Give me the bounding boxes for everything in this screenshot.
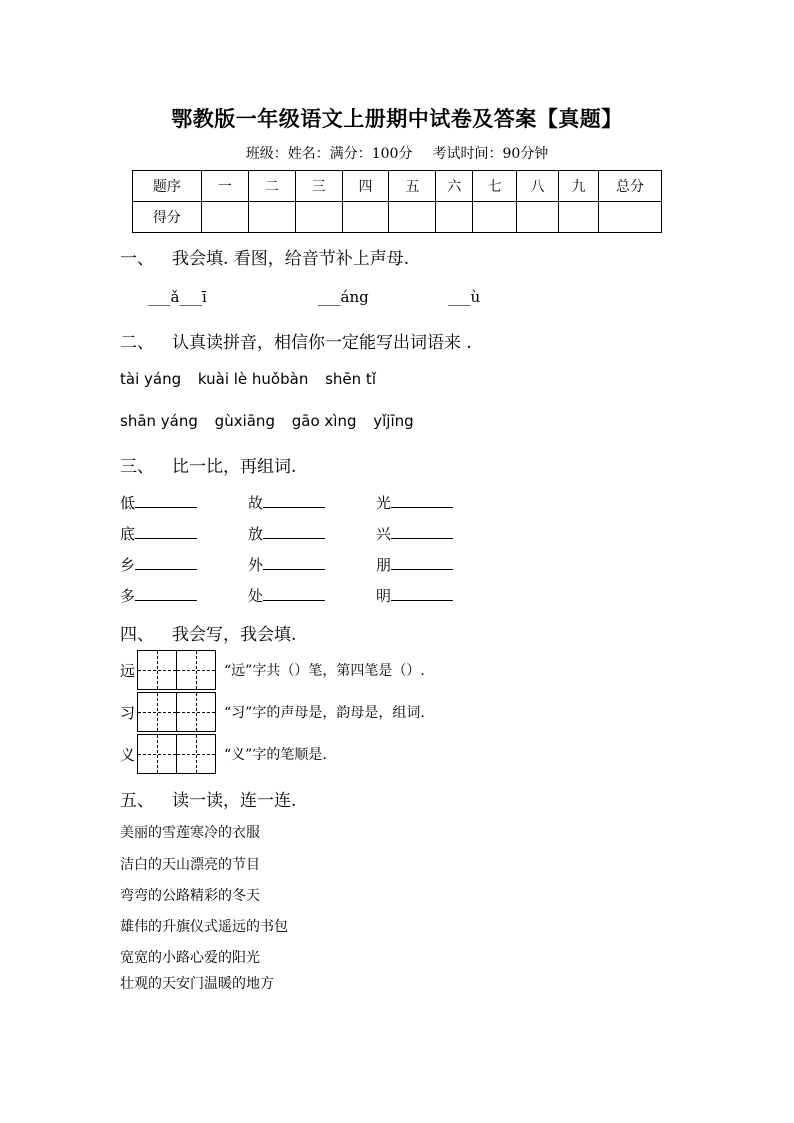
- match-line: 弯弯的公路精彩的冬天: [120, 888, 260, 904]
- answer-blank[interactable]: [391, 522, 453, 539]
- writing-row: [120, 692, 425, 732]
- score-header-cell: 六: [436, 171, 473, 202]
- pinyin-word: gāo xìng: [291, 412, 357, 430]
- section-title: 读一读，连一连.: [172, 791, 297, 811]
- score-value-row: [133, 202, 662, 233]
- section-5-heading: [120, 786, 296, 811]
- compare-character: 低: [120, 494, 136, 512]
- pinyin-line-2: [120, 412, 414, 430]
- subtitle: [0, 143, 794, 163]
- word-item: [120, 491, 197, 513]
- score-cell[interactable]: [342, 202, 389, 233]
- section-number: 二、: [120, 333, 154, 353]
- compare-character: 故: [248, 494, 264, 512]
- section-title: 比一比，再组词.: [172, 457, 297, 477]
- section-title: 我会写，我会填.: [172, 625, 297, 645]
- answer-blank[interactable]: [391, 553, 453, 570]
- score-cell[interactable]: [517, 202, 559, 233]
- section-1-heading: [120, 244, 409, 269]
- word-item: [248, 584, 325, 606]
- writing-question: “习”字的声母是，韵母是，组词.: [224, 705, 425, 721]
- word-item: [376, 491, 453, 513]
- answer-blank[interactable]: [135, 584, 197, 601]
- pinyin-word: shēn tǐ: [325, 370, 376, 388]
- compare-character: 朋: [376, 556, 392, 574]
- score-header-cell: 总分: [599, 171, 662, 202]
- score-cell[interactable]: [599, 202, 662, 233]
- score-cell[interactable]: [473, 202, 517, 233]
- answer-blank[interactable]: [263, 553, 325, 570]
- writing-row: [120, 650, 425, 690]
- compare-character: 处: [248, 587, 264, 605]
- score-cell[interactable]: [389, 202, 436, 233]
- answer-blank[interactable]: [135, 522, 197, 539]
- word-item: [376, 522, 453, 544]
- score-cell[interactable]: [248, 202, 295, 233]
- tian-zi-grid[interactable]: [137, 650, 216, 690]
- score-header-cell: 一: [201, 171, 248, 202]
- word-item: [120, 584, 197, 606]
- word-item: [120, 553, 197, 575]
- section-number: 五、: [120, 791, 154, 811]
- exam-time: 考试时间：90分钟: [432, 146, 549, 162]
- compare-character: 光: [376, 494, 392, 512]
- answer-blank[interactable]: [135, 553, 197, 570]
- section-number: 四、: [120, 625, 154, 645]
- page-title: 鄂教版一年级语文上册期中试卷及答案【真题】: [171, 106, 623, 131]
- answer-blank[interactable]: [263, 522, 325, 539]
- target-character: 义: [120, 745, 136, 764]
- compare-character: 兴: [376, 525, 392, 543]
- word-item: [248, 553, 325, 575]
- initial-blank-1[interactable]: ___ǎ___ī: [148, 288, 207, 306]
- section-title: 我会填. 看图，给音节补上声母.: [172, 249, 410, 269]
- class-info: 班级：姓名：满分：100分: [245, 146, 413, 162]
- section-number: 三、: [120, 457, 154, 477]
- score-cell[interactable]: [201, 202, 248, 233]
- initial-blank-2[interactable]: ___áng: [318, 288, 369, 306]
- writing-question: “远”字共（）笔，第四笔是（）.: [224, 663, 425, 679]
- section-2-heading: [120, 328, 472, 353]
- match-line: 壮观的天安门温暖的地方: [120, 976, 274, 992]
- answer-blank[interactable]: [391, 491, 453, 508]
- score-cell[interactable]: [559, 202, 599, 233]
- answer-blank[interactable]: [135, 491, 197, 508]
- answer-blank[interactable]: [391, 584, 453, 601]
- section-3-heading: [120, 452, 296, 477]
- word-item: [248, 491, 325, 513]
- pinyin-word: kuài lè huǒbàn: [197, 370, 309, 388]
- answer-blank[interactable]: [263, 491, 325, 508]
- score-header-cell: 四: [342, 171, 389, 202]
- tian-zi-grid[interactable]: [137, 734, 216, 774]
- tian-zi-grid[interactable]: [137, 692, 216, 732]
- compare-character: 放: [248, 525, 264, 543]
- score-header-cell: 题序: [133, 171, 202, 202]
- pinyin-word: yǐjīng: [373, 412, 414, 430]
- score-header-cell: 九: [559, 171, 599, 202]
- section-4-heading: [120, 620, 296, 645]
- section-number: 一、: [120, 249, 154, 269]
- answer-blank[interactable]: [263, 584, 325, 601]
- initial-blank-3[interactable]: ___ù: [448, 288, 481, 306]
- compare-character: 多: [120, 587, 136, 605]
- word-item: [248, 522, 325, 544]
- compare-character: 外: [248, 556, 264, 574]
- pinyin-line-1: [120, 370, 376, 388]
- score-header-cell: 二: [248, 171, 295, 202]
- word-item: [376, 553, 453, 575]
- pinyin-word: tài yáng: [120, 370, 182, 388]
- target-character: 习: [120, 703, 136, 722]
- score-header-cell: 七: [473, 171, 517, 202]
- pinyin-word: gùxiāng: [214, 412, 275, 430]
- score-header-cell: 三: [295, 171, 342, 202]
- match-line: 美丽的雪莲寒冷的衣服: [120, 825, 260, 841]
- word-item: [120, 522, 197, 544]
- target-character: 远: [120, 661, 136, 680]
- match-line: 洁白的天山漂亮的节目: [120, 857, 260, 873]
- writing-row: [120, 734, 327, 774]
- compare-character: 明: [376, 587, 392, 605]
- match-line: 宽宽的小路心爱的阳光: [120, 950, 260, 966]
- score-header-row: [133, 171, 662, 202]
- pinyin-word: shān yáng: [120, 412, 198, 430]
- score-row-label: 得分: [133, 202, 202, 233]
- match-line: 雄伟的升旗仪式遥远的书包: [120, 919, 288, 935]
- score-header-cell: 五: [389, 171, 436, 202]
- score-cell[interactable]: [436, 202, 473, 233]
- compare-character: 乡: [120, 556, 136, 574]
- section-title: 认真读拼音，相信你一定能写出词语来 .: [172, 333, 472, 353]
- writing-question: “义”字的笔顺是.: [224, 747, 327, 763]
- score-cell[interactable]: [295, 202, 342, 233]
- score-header-cell: 八: [517, 171, 559, 202]
- score-table: [132, 170, 662, 233]
- word-item: [376, 584, 453, 606]
- compare-character: 底: [120, 525, 136, 543]
